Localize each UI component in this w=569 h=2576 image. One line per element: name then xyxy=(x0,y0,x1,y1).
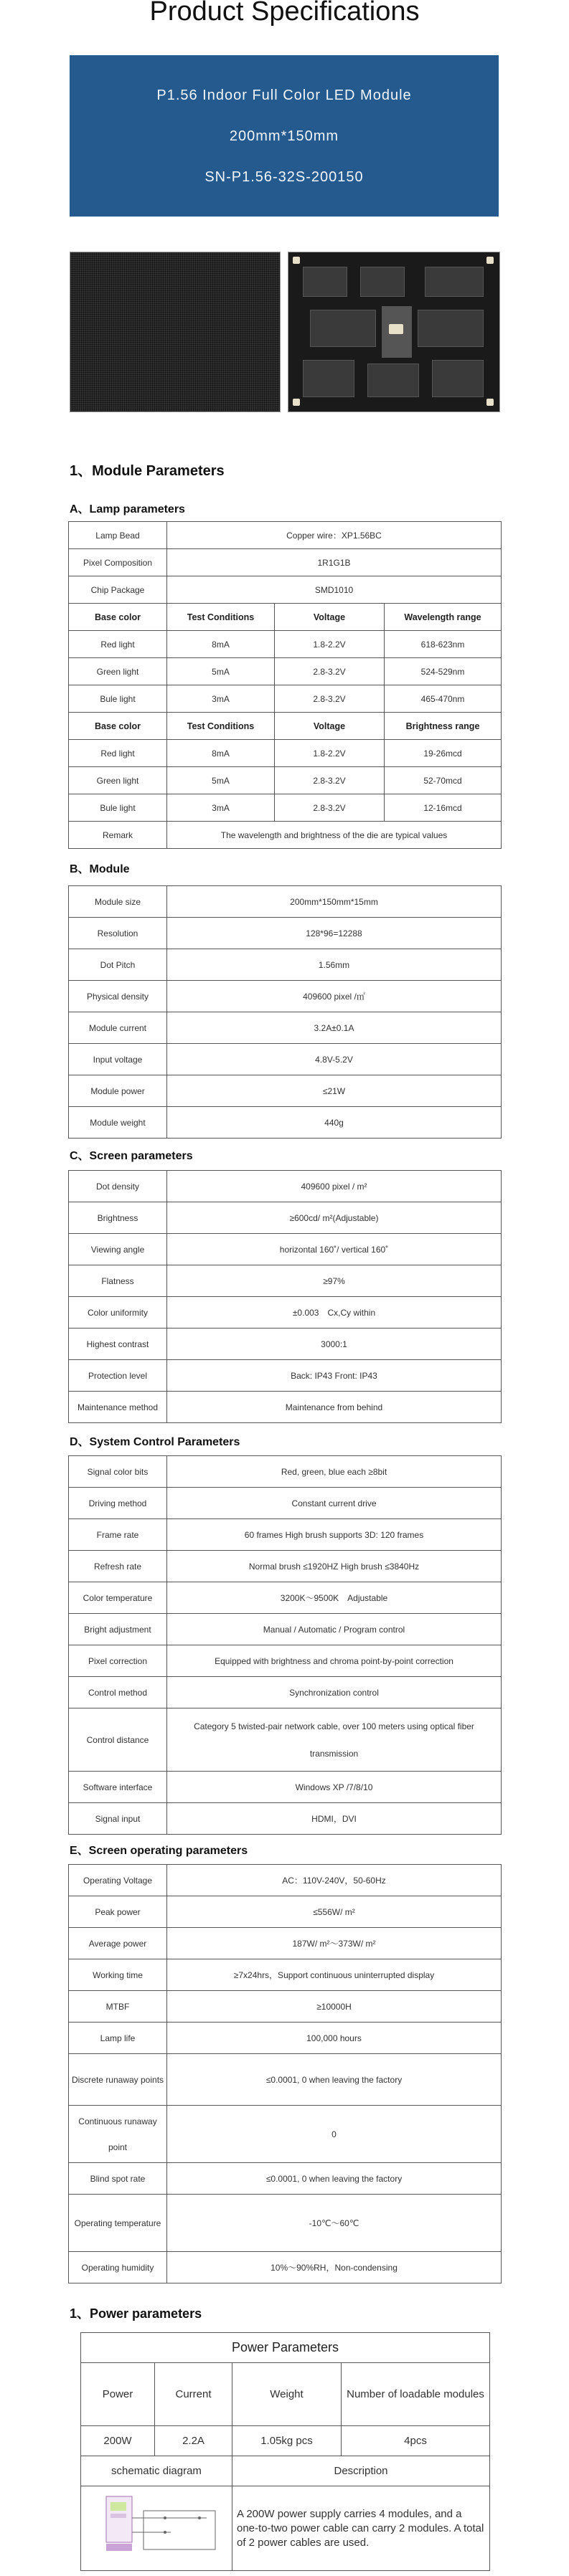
banner-size: 200mm*150mm xyxy=(229,128,339,144)
table-cell: 465-470nm xyxy=(385,685,502,713)
table-row xyxy=(69,1645,502,1677)
row-value: AC：110V-240V，50-60Hz xyxy=(167,1865,502,1896)
table-cell: 200W xyxy=(81,2426,155,2456)
table-row xyxy=(69,1107,502,1139)
table-cell: Red light xyxy=(69,740,167,767)
system-control-table xyxy=(68,1455,502,1835)
table-row xyxy=(69,1234,502,1265)
table-row xyxy=(69,1329,502,1360)
row-value: Equipped with brightness and chroma point-by-point correction xyxy=(167,1645,502,1677)
table-row xyxy=(69,1012,502,1044)
table-cell: 618-623nm xyxy=(385,631,502,658)
row-label: Lamp life xyxy=(69,2023,167,2054)
table-cell: 12-16mcd xyxy=(385,794,502,822)
row-label: Refresh rate xyxy=(69,1551,167,1582)
row-value: 409600 pixel /㎡ xyxy=(167,981,502,1012)
table-row xyxy=(69,1803,502,1835)
column-header: Voltage xyxy=(275,713,385,740)
description-header: Description xyxy=(232,2456,490,2486)
row-label: Software interface xyxy=(69,1772,167,1803)
table-row xyxy=(69,1488,502,1519)
row-label: Remark xyxy=(69,822,167,849)
banner-product-name: P1.56 Indoor Full Color LED Module xyxy=(156,87,412,103)
table-row xyxy=(69,1297,502,1329)
power-parameters-section-title: 1、Power parameters xyxy=(70,2306,202,2321)
module-front-photo xyxy=(70,252,281,412)
screen-parameters-title: C、Screen parameters xyxy=(70,1150,193,1162)
row-label: Working time xyxy=(69,1959,167,1991)
table-row xyxy=(69,1614,502,1645)
row-value: ≤556W/ m² xyxy=(167,1896,502,1928)
row-value: Back: IP43 Front: IP43 xyxy=(167,1360,502,1392)
row-label: Module current xyxy=(69,1012,167,1044)
row-value: 128*96=12288 xyxy=(167,918,502,949)
power-parameters-table xyxy=(80,2332,490,2571)
row-label: Frame rate xyxy=(69,1519,167,1551)
row-value: ≥600cd/ m²(Adjustable) xyxy=(167,1202,502,1234)
row-value: ≥97% xyxy=(167,1265,502,1297)
row-value: ±0.003 Cx,Cy within xyxy=(167,1297,502,1329)
row-value: Red, green, blue each ≥8bit xyxy=(167,1456,502,1488)
table-row xyxy=(69,918,502,949)
table-cell: 1.8-2.2V xyxy=(275,631,385,658)
table-cell: 8mA xyxy=(167,631,275,658)
section-module-parameters: 1、Module Parameters xyxy=(70,463,225,479)
table-row xyxy=(69,1171,502,1202)
row-value: SMD1010 xyxy=(167,576,502,604)
row-value: ≤21W xyxy=(167,1075,502,1107)
row-label: Operating Voltage xyxy=(69,1865,167,1896)
row-value: Synchronization control xyxy=(167,1677,502,1708)
row-label: Protection level xyxy=(69,1360,167,1392)
column-header: Test Conditions xyxy=(167,604,275,631)
table-cell: 5mA xyxy=(167,658,275,685)
row-label: Pixel correction xyxy=(69,1645,167,1677)
table-cell: 52-70mcd xyxy=(385,767,502,794)
table-row xyxy=(69,2054,502,2106)
row-value: horizontal 160˚/ vertical 160˚ xyxy=(167,1234,502,1265)
table-row xyxy=(69,2106,502,2163)
table-row xyxy=(69,949,502,981)
row-label: MTBF xyxy=(69,1991,167,2023)
row-label: Signal color bits xyxy=(69,1456,167,1488)
table-row xyxy=(69,2252,502,2283)
lamp-parameters-table xyxy=(68,521,502,849)
table-row xyxy=(69,2023,502,2054)
column-header: Weight xyxy=(232,2363,342,2426)
table-row xyxy=(69,1959,502,1991)
row-value: Constant current drive xyxy=(167,1488,502,1519)
table-cell: 1.8-2.2V xyxy=(275,740,385,767)
row-value: 10%～90%RH，Non-condensing xyxy=(167,2252,502,2283)
row-label: Pixel Composition xyxy=(69,549,167,576)
row-label: Bright adjustment xyxy=(69,1614,167,1645)
table-cell: Bule light xyxy=(69,794,167,822)
row-label: Physical density xyxy=(69,981,167,1012)
table-row xyxy=(69,1360,502,1392)
row-value: 4.8V-5.2V xyxy=(167,1044,502,1075)
row-value: Maintenance from behind xyxy=(167,1392,502,1423)
row-value: Copper wire：XP1.56BC xyxy=(167,522,502,549)
table-cell: 3mA xyxy=(167,794,275,822)
column-header: Power xyxy=(81,2363,155,2426)
row-value: 187W/ m²～373W/ m² xyxy=(167,1928,502,1959)
row-value: ≤0.0001, 0 when leaving the factory xyxy=(167,2163,502,2195)
table-cell: 2.2A xyxy=(155,2426,232,2456)
row-value: 3200K～9500K Adjustable xyxy=(167,1582,502,1614)
column-header: Number of loadable modules xyxy=(342,2363,490,2426)
table-row xyxy=(69,2163,502,2195)
screen-parameters-table xyxy=(68,1170,502,1423)
table-cell: 8mA xyxy=(167,740,275,767)
table-cell: 2.8-3.2V xyxy=(275,685,385,713)
table-cell: 5mA xyxy=(167,767,275,794)
row-label: Control method xyxy=(69,1677,167,1708)
schematic-diagram-cell xyxy=(81,2486,232,2571)
table-row xyxy=(69,1265,502,1297)
row-label: Highest contrast xyxy=(69,1329,167,1360)
row-label: Chip Package xyxy=(69,576,167,604)
table-cell: 2.8-3.2V xyxy=(275,794,385,822)
row-label: Module size xyxy=(69,886,167,918)
row-label: Module power xyxy=(69,1075,167,1107)
table-row xyxy=(69,1865,502,1896)
row-label: Viewing angle xyxy=(69,1234,167,1265)
row-value: 3.2A±0.1A xyxy=(167,1012,502,1044)
table-cell: 524-529nm xyxy=(385,658,502,685)
column-header: Voltage xyxy=(275,604,385,631)
row-value: ≤0.0001, 0 when leaving the factory xyxy=(167,2054,502,2106)
table-cell: 3mA xyxy=(167,685,275,713)
table-row xyxy=(69,1202,502,1234)
column-header: Brightness range xyxy=(385,713,502,740)
row-label: Average power xyxy=(69,1928,167,1959)
row-value: The wavelength and brightness of the die are typical values xyxy=(167,822,502,849)
lamp-parameters-title: A、Lamp parameters xyxy=(70,503,185,515)
table-cell: 2.8-3.2V xyxy=(275,767,385,794)
row-label: Operating temperature xyxy=(69,2195,167,2252)
column-header: Wavelength range xyxy=(385,604,502,631)
row-value: 0 xyxy=(167,2106,502,2163)
power-description: A 200W power supply carries 4 modules, and a one-to-two power cable can carry 2 modules. A total of 2 power cables are used. xyxy=(232,2486,490,2571)
row-value: 409600 pixel / m² xyxy=(167,1171,502,1202)
row-value: 1.56mm xyxy=(167,949,502,981)
system-control-title: D、System Control Parameters xyxy=(70,1436,240,1448)
row-value: 1R1G1B xyxy=(167,549,502,576)
table-cell: 4pcs xyxy=(342,2426,490,2456)
row-label: Dot Pitch xyxy=(69,949,167,981)
table-row xyxy=(69,1392,502,1423)
table-row xyxy=(69,886,502,918)
wiring-diagram-icon xyxy=(92,2489,221,2568)
row-value: 440g xyxy=(167,1107,502,1139)
table-row xyxy=(69,1044,502,1075)
row-label: Color uniformity xyxy=(69,1297,167,1329)
table-cell: Red light xyxy=(69,631,167,658)
table-row xyxy=(69,2195,502,2252)
table-cell: 19-26mcd xyxy=(385,740,502,767)
row-value: -10℃～60℃ xyxy=(167,2195,502,2252)
row-value: 3000:1 xyxy=(167,1329,502,1360)
table-cell: 2.8-3.2V xyxy=(275,658,385,685)
module-title: B、Module xyxy=(70,863,130,875)
power-table-title: Power Parameters xyxy=(81,2333,490,2363)
table-row xyxy=(69,1456,502,1488)
row-value: 100,000 hours xyxy=(167,2023,502,2054)
table-cell: Green light xyxy=(69,658,167,685)
table-row xyxy=(69,1896,502,1928)
row-value: HDMI，DVI xyxy=(167,1803,502,1835)
row-label: Color temperature xyxy=(69,1582,167,1614)
row-label: Driving method xyxy=(69,1488,167,1519)
table-cell: Bule light xyxy=(69,685,167,713)
row-label: Brightness xyxy=(69,1202,167,1234)
row-value: 200mm*150mm*15mm xyxy=(167,886,502,918)
table-row xyxy=(69,1519,502,1551)
row-value: ≥10000H xyxy=(167,1991,502,2023)
table-row xyxy=(69,1772,502,1803)
row-value: Manual / Automatic / Program control xyxy=(167,1614,502,1645)
row-label: Blind spot rate xyxy=(69,2163,167,2195)
row-label: Input voltage xyxy=(69,1044,167,1075)
table-row xyxy=(69,1708,502,1772)
row-label: Discrete runaway points xyxy=(69,2054,167,2106)
row-value: Windows XP /7/8/10 xyxy=(167,1772,502,1803)
row-value: Category 5 twisted-pair network cable, over 100 meters using optical fiber transmission xyxy=(167,1708,502,1772)
table-row xyxy=(69,1075,502,1107)
operating-parameters-table xyxy=(68,1864,502,2283)
table-cell: Green light xyxy=(69,767,167,794)
row-value: ≥7x24hrs，Support continuous uninterrupted display xyxy=(167,1959,502,1991)
column-header: Base color xyxy=(69,713,167,740)
row-value: Normal brush ≤1920HZ High brush ≤3840Hz xyxy=(167,1551,502,1582)
table-row xyxy=(69,1582,502,1614)
module-table xyxy=(68,885,502,1139)
table-row xyxy=(69,1928,502,1959)
row-label: Peak power xyxy=(69,1896,167,1928)
row-label: Module weight xyxy=(69,1107,167,1139)
table-row xyxy=(69,981,502,1012)
row-label: Flatness xyxy=(69,1265,167,1297)
row-label: Dot density xyxy=(69,1171,167,1202)
table-cell: 1.05kg pcs xyxy=(232,2426,342,2456)
row-label: Continuous runaway point xyxy=(69,2106,167,2163)
module-back-photo xyxy=(288,252,500,412)
column-header: Base color xyxy=(69,604,167,631)
row-label: Maintenance method xyxy=(69,1392,167,1423)
table-row xyxy=(69,1991,502,2023)
product-banner xyxy=(70,55,499,217)
row-label: Operating humidity xyxy=(69,2252,167,2283)
row-label: Resolution xyxy=(69,918,167,949)
table-row xyxy=(69,1551,502,1582)
row-label: Control distance xyxy=(69,1708,167,1772)
operating-parameters-title: E、Screen operating parameters xyxy=(70,1845,248,1857)
banner-serial: SN-P1.56-32S-200150 xyxy=(204,169,364,185)
diagram-header: schematic diagram xyxy=(81,2456,232,2486)
table-row xyxy=(69,1677,502,1708)
row-label: Lamp Bead xyxy=(69,522,167,549)
column-header: Test Conditions xyxy=(167,713,275,740)
schematic-diagram xyxy=(92,2489,221,2568)
page-title: Product Specifications xyxy=(149,0,420,27)
column-header: Current xyxy=(155,2363,232,2426)
row-label: Signal input xyxy=(69,1803,167,1835)
row-value: 60 frames High brush supports 3D: 120 frames xyxy=(167,1519,502,1551)
